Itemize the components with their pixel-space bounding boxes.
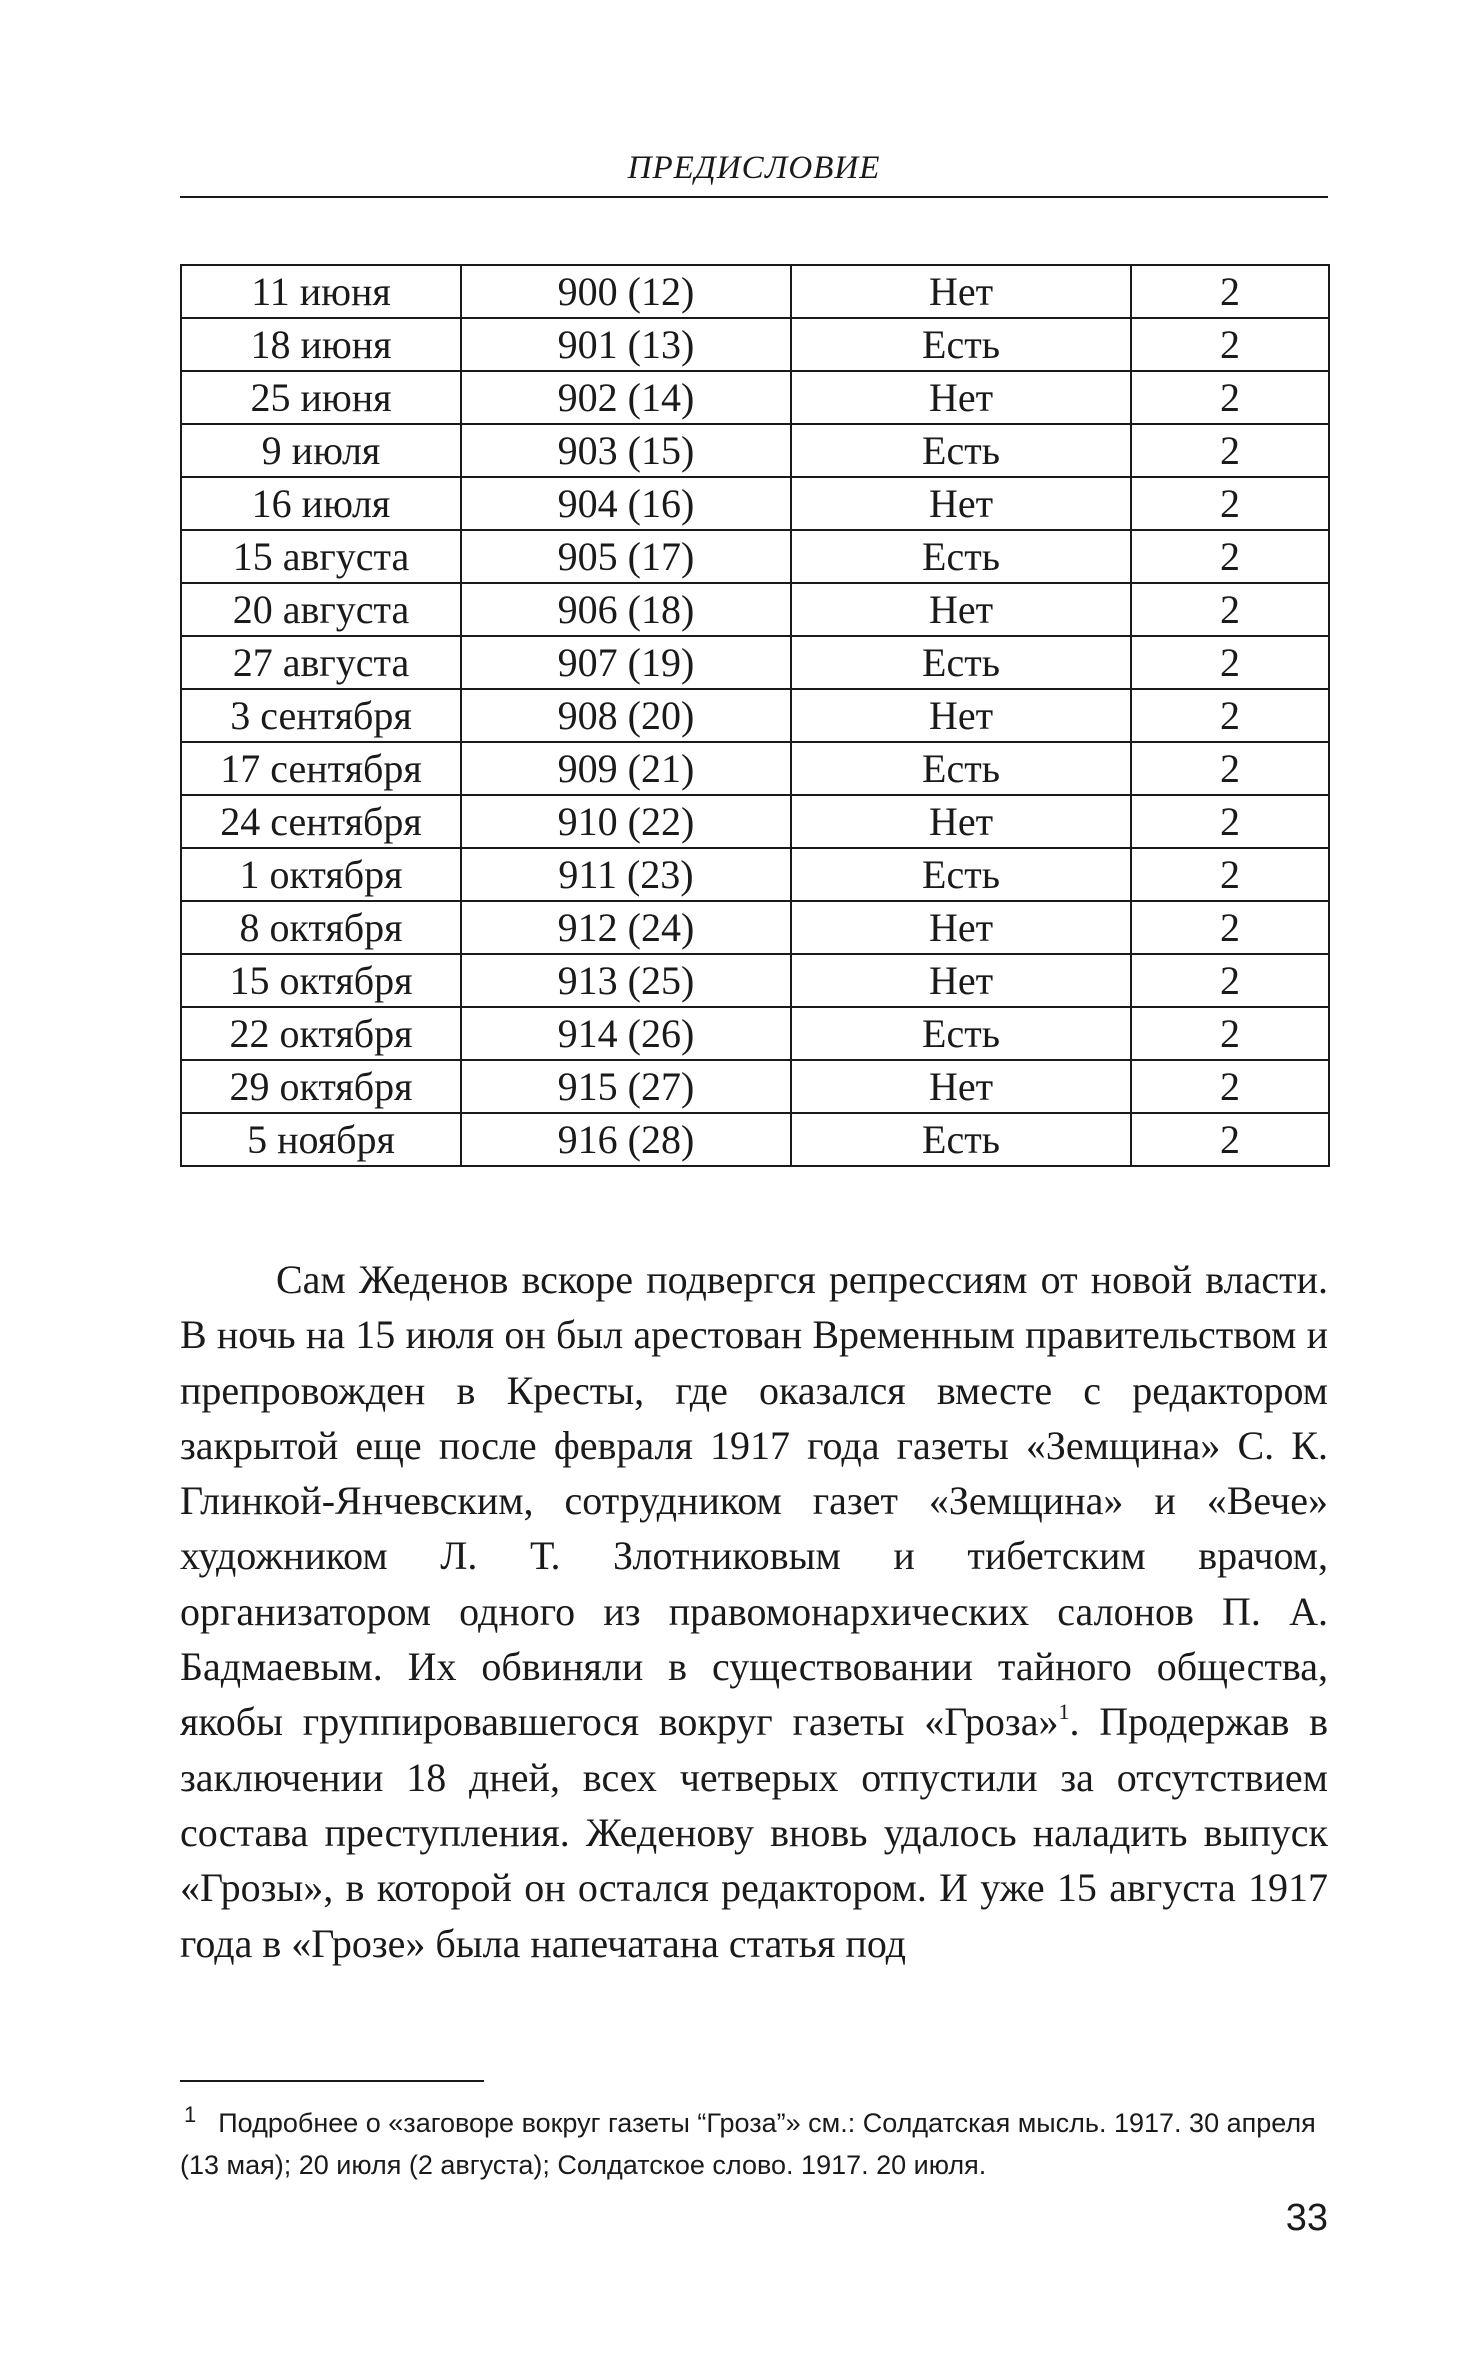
count-cell: 2 [1131,742,1329,795]
issue-number-cell: 906 (18) [461,583,791,636]
table-row [181,371,1329,424]
issues-table-body [181,265,1329,1166]
issue-number-cell: 903 (15) [461,424,791,477]
issue-number-cell: 916 (28) [461,1113,791,1166]
count-cell: 2 [1131,954,1329,1007]
issue-number-cell: 900 (12) [461,265,791,318]
table-row [181,901,1329,954]
issue-number-cell: 905 (17) [461,530,791,583]
availability-cell: Нет [791,689,1131,742]
count-cell: 2 [1131,1113,1329,1166]
availability-cell: Есть [791,636,1131,689]
footnote-text: Подробнее о «заговоре вокруг газеты “Гроза”» см.: Солдатская мысль. 1917. 30 апреля (13 мая); 20 июля (2 августа); Солдатское слово. 1917. 20 июля. [180,2108,1316,2180]
date-cell: 24 сентября [181,795,461,848]
availability-cell: Есть [791,1007,1131,1060]
issue-number-cell: 907 (19) [461,636,791,689]
footnote [180,2094,1328,2186]
date-cell: 15 октября [181,954,461,1007]
table-row [181,583,1329,636]
date-cell: 20 августа [181,583,461,636]
count-cell: 2 [1131,371,1329,424]
availability-cell: Нет [791,265,1131,318]
issue-number-cell: 910 (22) [461,795,791,848]
table-row [181,848,1329,901]
body-text-part-2: . Продержав в заключении 18 дней, всех четверых отпустили за отсутствием состава преступления. Жеденову вновь удалось наладить выпуск «Грозы», в которой он остался редактором. И уже 15 августа 1917 года в «Грозе» была напечатана статья под [180,1699,1328,1966]
table-row [181,265,1329,318]
count-cell: 2 [1131,1007,1329,1060]
date-cell: 27 августа [181,636,461,689]
body-paragraph [180,1252,1328,1971]
footnote-mark: 1 [184,2102,197,2127]
body-text-part-1: Сам Жеденов вскоре подвергся репрессиям от новой власти. В ночь на 15 июля он был арестован Временным правительством и препровожден в Кресты, где оказался вместе с редактором закрытой еще после февраля 1917 года газеты «Земщина» С. К. Глинкой-Янчевским, сотрудником газет «Земщина» и «Вече» художником Л. Т. Злотниковым и тибетским врачом, организатором одного из правомонархических салонов П. А. Бадмаевым. Их обвиняли в существовании тайного общества, якобы группировавшегося вокруг газеты «Гроза» [180,1257,1328,1745]
availability-cell: Нет [791,954,1131,1007]
availability-cell: Есть [791,424,1131,477]
table-row [181,477,1329,530]
availability-cell: Нет [791,477,1131,530]
date-cell: 5 ноября [181,1113,461,1166]
issue-number-cell: 914 (26) [461,1007,791,1060]
issue-number-cell: 911 (23) [461,848,791,901]
date-cell: 8 октября [181,901,461,954]
issue-number-cell: 902 (14) [461,371,791,424]
count-cell: 2 [1131,530,1329,583]
table-row [181,1007,1329,1060]
availability-cell: Нет [791,583,1131,636]
footnote-rule [180,2080,484,2082]
date-cell: 22 октября [181,1007,461,1060]
footnote-reference[interactable]: 1 [1058,1699,1070,1725]
table-row [181,689,1329,742]
table-row [181,795,1329,848]
issue-number-cell: 901 (13) [461,318,791,371]
table-row [181,636,1329,689]
table-row [181,1060,1329,1113]
table-row [181,742,1329,795]
header-rule [180,196,1328,198]
issue-number-cell: 912 (24) [461,901,791,954]
issue-number-cell: 915 (27) [461,1060,791,1113]
count-cell: 2 [1131,1060,1329,1113]
issue-number-cell: 909 (21) [461,742,791,795]
date-cell: 11 июня [181,265,461,318]
count-cell: 2 [1131,583,1329,636]
date-cell: 15 августа [181,530,461,583]
count-cell: 2 [1131,848,1329,901]
table-row [181,318,1329,371]
availability-cell: Нет [791,371,1131,424]
table-row [181,530,1329,583]
issues-table [180,264,1330,1167]
availability-cell: Нет [791,795,1131,848]
issue-number-cell: 913 (25) [461,954,791,1007]
availability-cell: Нет [791,901,1131,954]
issue-number-cell: 904 (16) [461,477,791,530]
availability-cell: Есть [791,1113,1131,1166]
date-cell: 17 сентября [181,742,461,795]
availability-cell: Нет [791,1060,1131,1113]
availability-cell: Есть [791,318,1131,371]
date-cell: 18 июня [181,318,461,371]
date-cell: 16 июля [181,477,461,530]
date-cell: 29 октября [181,1060,461,1113]
issue-number-cell: 908 (20) [461,689,791,742]
availability-cell: Есть [791,530,1131,583]
count-cell: 2 [1131,636,1329,689]
count-cell: 2 [1131,318,1329,371]
count-cell: 2 [1131,265,1329,318]
availability-cell: Есть [791,848,1131,901]
page-number: 33 [1285,2197,1328,2239]
date-cell: 3 сентября [181,689,461,742]
table-row [181,1113,1329,1166]
date-cell: 9 июля [181,424,461,477]
availability-cell: Есть [791,742,1131,795]
count-cell: 2 [1131,424,1329,477]
count-cell: 2 [1131,477,1329,530]
date-cell: 25 июня [181,371,461,424]
count-cell: 2 [1131,795,1329,848]
running-head: ПРЕДИСЛОВИЕ [627,150,881,186]
table-row [181,424,1329,477]
count-cell: 2 [1131,689,1329,742]
count-cell: 2 [1131,901,1329,954]
date-cell: 1 октября [181,848,461,901]
table-row [181,954,1329,1007]
